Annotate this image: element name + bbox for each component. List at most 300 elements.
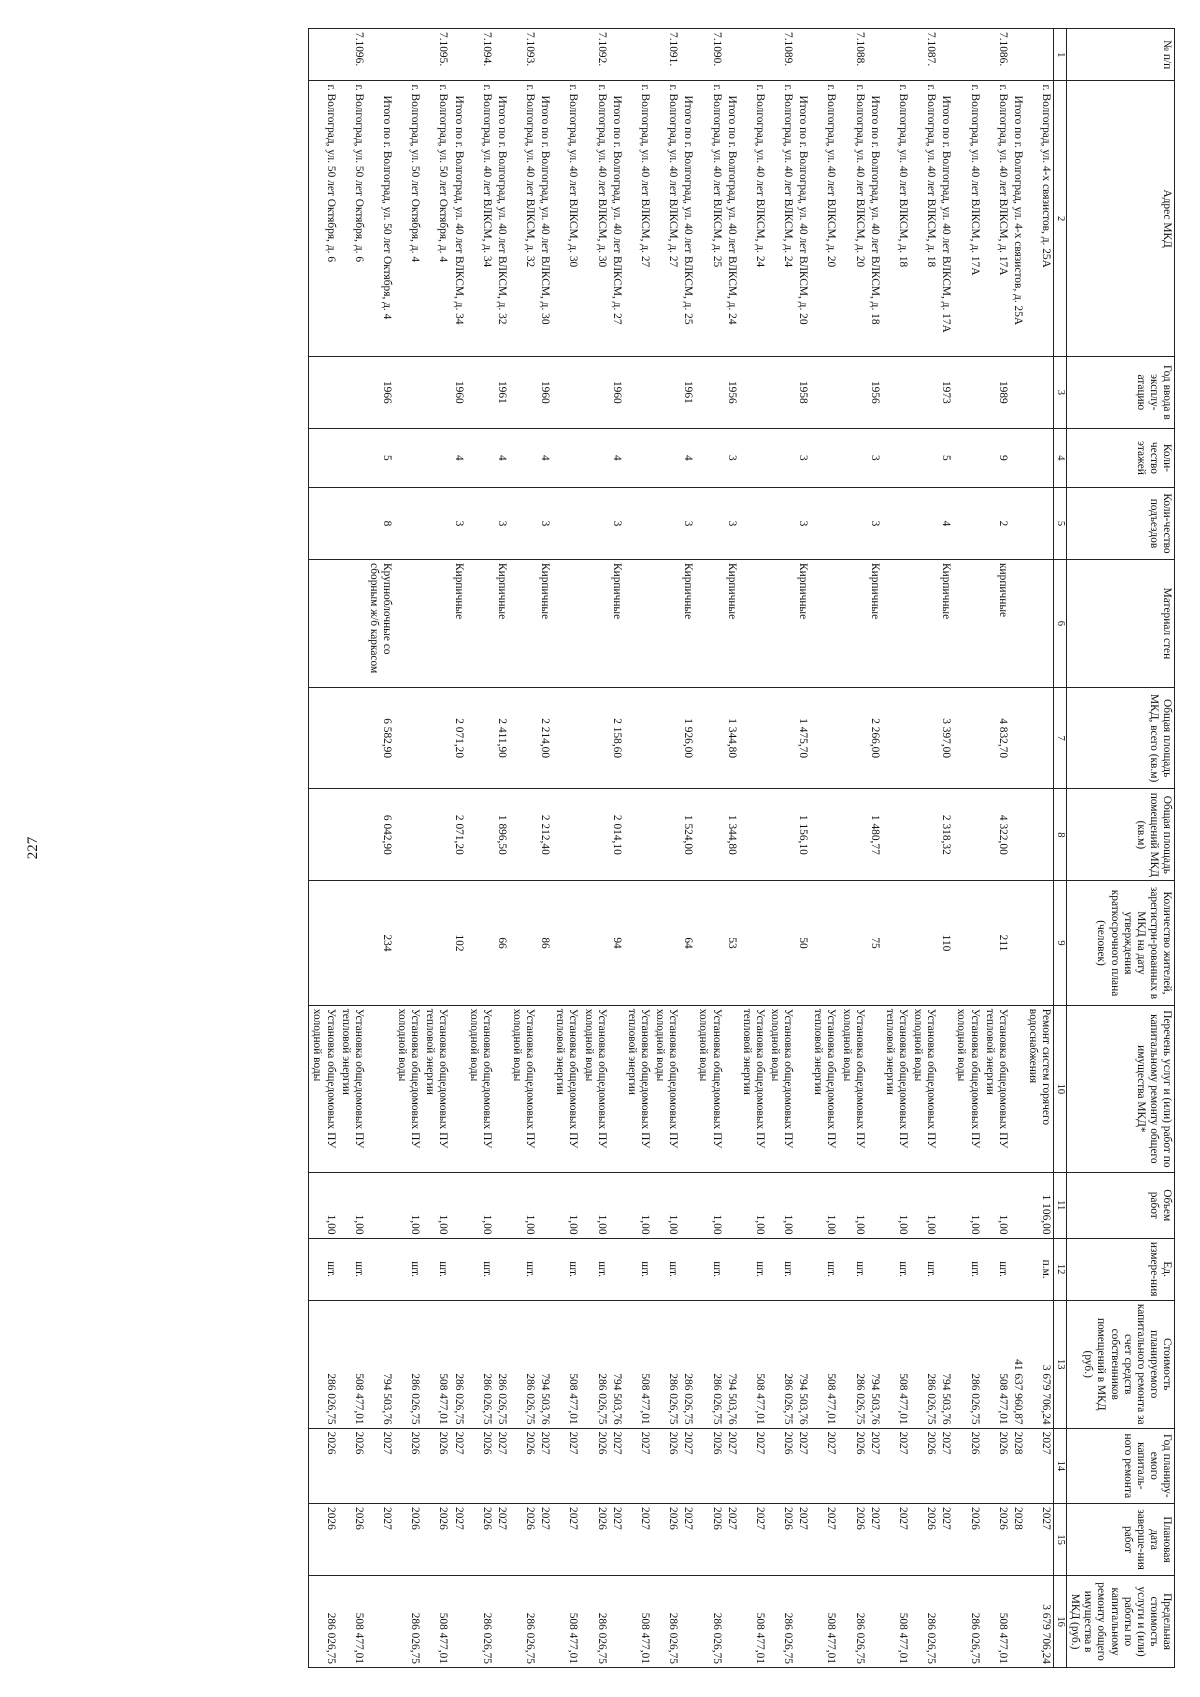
cell-c10: Установка общедомовых ПУ холодной воды xyxy=(309,1005,338,1172)
cell-c5: 8 xyxy=(366,487,394,559)
cell-c12: шт. xyxy=(695,1238,723,1300)
cell-c11: 1,00 xyxy=(910,1172,938,1238)
cell-c9 xyxy=(810,881,838,1006)
table-body xyxy=(309,29,1054,1668)
col-number: 1 xyxy=(1054,29,1067,81)
cell-c4: 9 xyxy=(982,428,1010,487)
cell-c13: 286 026,75 xyxy=(494,1300,509,1428)
cell-c4 xyxy=(652,428,680,487)
cell-c10 xyxy=(867,1005,882,1172)
cell-c1 xyxy=(394,29,422,81)
table-row xyxy=(494,29,509,1668)
cell-c2: г. Волгоград, ул. 40 лет ВЛКСМ, д. 27 xyxy=(652,81,680,356)
cell-c4: 3 xyxy=(867,428,882,487)
cell-c1 xyxy=(450,29,465,81)
cell-c15: 2027 xyxy=(938,1504,953,1576)
cell-c14: 2026 xyxy=(953,1428,981,1503)
cell-c7 xyxy=(882,687,910,789)
cell-c13: 286 026,75 xyxy=(953,1300,981,1428)
table-row xyxy=(810,29,838,1668)
cell-c7 xyxy=(767,687,795,789)
col-header-16: Предельная стоимость услуги и (или) работы по капитальному ремонту общего имущества в МКД (руб.) xyxy=(1067,1576,1175,1668)
cell-c9 xyxy=(552,881,580,1006)
cell-c12: шт. xyxy=(838,1238,866,1300)
cell-c2: Итого по г. Волгоград, ул. 40 лет ВЛКСМ, д. 34 xyxy=(450,81,465,356)
cell-c11: 1,00 xyxy=(309,1172,338,1238)
cell-c6 xyxy=(624,560,652,688)
cell-c13: 286 026,75 xyxy=(767,1300,795,1428)
col-header-2: Адрес МКД xyxy=(1067,81,1175,356)
cell-c5 xyxy=(739,487,767,559)
cell-c12 xyxy=(366,1238,394,1300)
cell-c13: 508 477,01 xyxy=(338,1300,366,1428)
cell-c1 xyxy=(494,29,509,81)
cell-c5 xyxy=(652,487,680,559)
table-row xyxy=(466,29,494,1668)
cell-c8 xyxy=(580,789,608,881)
cell-c13: 794 503,76 xyxy=(867,1300,882,1428)
cell-c14: 2026 xyxy=(509,1428,537,1503)
table-row xyxy=(982,29,1010,1668)
col-header-15: Плановая дата заверше-ния работ xyxy=(1067,1504,1175,1576)
cell-c15: 2026 xyxy=(953,1504,981,1576)
cell-c15: 2027 xyxy=(867,1504,882,1576)
cell-c5 xyxy=(466,487,494,559)
cell-c9 xyxy=(580,881,608,1006)
cell-c9 xyxy=(1010,881,1025,1006)
cell-c16 xyxy=(366,1576,394,1668)
cell-c3: 1989 xyxy=(982,356,1010,428)
col-number: 4 xyxy=(1054,428,1067,487)
cell-c8 xyxy=(882,789,910,881)
cell-c10: Установка общедомовых ПУ холодной воды xyxy=(767,1005,795,1172)
cell-c12: п.м. xyxy=(1025,1238,1054,1300)
table-row xyxy=(552,29,580,1668)
cell-c13: 794 503,76 xyxy=(366,1300,394,1428)
cell-c9: 86 xyxy=(537,881,552,1006)
cell-c14: 2027 xyxy=(494,1428,509,1503)
cell-c8: 6 042,90 xyxy=(366,789,394,881)
cell-c12 xyxy=(1010,1238,1025,1300)
cell-c13: 508 477,01 xyxy=(739,1300,767,1428)
cell-c15: 2026 xyxy=(309,1504,338,1576)
cell-c2: г. Волгоград, ул. 40 лет ВЛКСМ, д. 30 xyxy=(580,81,608,356)
cell-c15: 2026 xyxy=(767,1504,795,1576)
cell-c3 xyxy=(466,356,494,428)
page-number: 227 xyxy=(24,836,41,860)
cell-c14: 2027 xyxy=(624,1428,652,1503)
cell-c11 xyxy=(609,1172,624,1238)
cell-c6: Кирпичные xyxy=(795,560,810,688)
cell-c9: 50 xyxy=(795,881,810,1006)
cell-c2: Итого по г. Волгоград, ул. 50 лет Октября, д. 4 xyxy=(366,81,394,356)
table-row xyxy=(695,29,723,1668)
cell-c4 xyxy=(624,428,652,487)
cell-c7: 2 158,60 xyxy=(609,687,624,789)
cell-c6 xyxy=(580,560,608,688)
cell-c13: 794 503,76 xyxy=(537,1300,552,1428)
cell-c15: 2027 xyxy=(1025,1504,1054,1576)
cell-c11: 1,00 xyxy=(580,1172,608,1238)
cell-c13: 794 503,76 xyxy=(724,1300,739,1428)
col-header-4: Коли-чество этажей xyxy=(1067,428,1175,487)
cell-c11: 1,00 xyxy=(882,1172,910,1238)
cell-c1 xyxy=(739,29,767,81)
cell-c13: 286 026,75 xyxy=(450,1300,465,1428)
cell-c7: 2 411,90 xyxy=(494,687,509,789)
cell-c5 xyxy=(810,487,838,559)
cell-c2: Итого по г. Волгоград, ул. 40 лет ВЛКСМ, д. 17А xyxy=(938,81,953,356)
cell-c3: 1966 xyxy=(366,356,394,428)
cell-c16: 508 477,01 xyxy=(882,1576,910,1668)
col-number: 11 xyxy=(1054,1172,1067,1238)
cell-c13: 286 026,75 xyxy=(680,1300,695,1428)
cell-c16 xyxy=(724,1576,739,1668)
cell-c7: 1 475,70 xyxy=(795,687,810,789)
cell-c4 xyxy=(739,428,767,487)
table-row xyxy=(422,29,450,1668)
cell-c15: 2027 xyxy=(810,1504,838,1576)
cell-c3 xyxy=(580,356,608,428)
cell-c4 xyxy=(466,428,494,487)
cell-c8: 1 156,10 xyxy=(795,789,810,881)
cell-c5 xyxy=(580,487,608,559)
cell-c5 xyxy=(624,487,652,559)
cell-c9: 64 xyxy=(680,881,695,1006)
cell-c7: 6 582,90 xyxy=(366,687,394,789)
cell-c12: шт. xyxy=(810,1238,838,1300)
cell-c9 xyxy=(652,881,680,1006)
cell-c16 xyxy=(795,1576,810,1668)
cell-c7 xyxy=(466,687,494,789)
cell-c2: г. Волгоград, ул. 40 лет ВЛКСМ, д. 30 xyxy=(552,81,580,356)
cell-c8 xyxy=(910,789,938,881)
col-header-1: № п/п xyxy=(1067,29,1175,81)
cell-c11: 1,00 xyxy=(509,1172,537,1238)
table-row xyxy=(680,29,695,1668)
cell-c1: 7.1088. xyxy=(838,29,866,81)
cell-c15: 2027 xyxy=(450,1504,465,1576)
cell-c3: 1956 xyxy=(724,356,739,428)
cell-c16: 508 477,01 xyxy=(624,1576,652,1668)
cell-c15: 2027 xyxy=(537,1504,552,1576)
cell-c12: шт. xyxy=(394,1238,422,1300)
cell-c8 xyxy=(509,789,537,881)
cell-c10 xyxy=(366,1005,394,1172)
cell-c11: 1,00 xyxy=(810,1172,838,1238)
table-row xyxy=(652,29,680,1668)
cell-c5: 3 xyxy=(795,487,810,559)
cell-c5 xyxy=(552,487,580,559)
cell-c9 xyxy=(882,881,910,1006)
cell-c10: Установка общедомовых ПУ холодной воды xyxy=(580,1005,608,1172)
cell-c13: 794 503,76 xyxy=(938,1300,953,1428)
cell-c13: 286 026,75 xyxy=(309,1300,338,1428)
col-number: 14 xyxy=(1054,1428,1067,1503)
cell-c6: Кирпичные xyxy=(724,560,739,688)
cell-c3: 1960 xyxy=(450,356,465,428)
cell-c2: г. Волгоград, ул. 40 лет ВЛКСМ, д. 25 xyxy=(695,81,723,356)
cell-c14: 2027 xyxy=(450,1428,465,1503)
cell-c12 xyxy=(795,1238,810,1300)
cell-c5: 3 xyxy=(724,487,739,559)
cell-c9 xyxy=(394,881,422,1006)
cell-c2: Итого по г. Волгоград, ул. 40 лет ВЛКСМ, д. 18 xyxy=(867,81,882,356)
col-number: 16 xyxy=(1054,1576,1067,1668)
cell-c12: шт. xyxy=(982,1238,1010,1300)
col-header-5: Коли-чество подъездов xyxy=(1067,487,1175,559)
cell-c15: 2027 xyxy=(724,1504,739,1576)
cell-c3 xyxy=(652,356,680,428)
cell-c4 xyxy=(394,428,422,487)
cell-c9 xyxy=(838,881,866,1006)
cell-c16: 286 026,75 xyxy=(910,1576,938,1668)
cell-c14: 2026 xyxy=(466,1428,494,1503)
cell-c4 xyxy=(810,428,838,487)
cell-c3 xyxy=(695,356,723,428)
cell-c10: Установка общедомовых ПУ холодной воды xyxy=(394,1005,422,1172)
cell-c15: 2026 xyxy=(910,1504,938,1576)
cell-c15: 2027 xyxy=(624,1504,652,1576)
cell-c3 xyxy=(338,356,366,428)
cell-c9: 53 xyxy=(724,881,739,1006)
cell-c12 xyxy=(867,1238,882,1300)
cell-c11: 1,00 xyxy=(394,1172,422,1238)
cell-c8 xyxy=(838,789,866,881)
cell-c4: 5 xyxy=(938,428,953,487)
cell-c10: Установка общедомовых ПУ холодной воды xyxy=(652,1005,680,1172)
cell-c1: 7.1089. xyxy=(767,29,795,81)
cell-c8 xyxy=(624,789,652,881)
cell-c1: 7.1090. xyxy=(695,29,723,81)
cell-c10: Ремонт систем горячего водоснабжения xyxy=(1025,1005,1054,1172)
cell-c10: Установка общедомовых ПУ холодной воды xyxy=(466,1005,494,1172)
cell-c15: 2028 xyxy=(1010,1504,1025,1576)
cell-c9: 211 xyxy=(982,881,1010,1006)
cell-c8 xyxy=(810,789,838,881)
cell-c6 xyxy=(739,560,767,688)
cell-c16: 286 026,75 xyxy=(394,1576,422,1668)
cell-c15: 2026 xyxy=(838,1504,866,1576)
cell-c2: г. Волгоград, ул. 40 лет ВЛКСМ, д. 27 xyxy=(624,81,652,356)
cell-c12: шт. xyxy=(767,1238,795,1300)
cell-c10: Установка общедомовых ПУ холодной воды xyxy=(910,1005,938,1172)
cell-c10: Установка общедомовых ПУ холодной воды xyxy=(838,1005,866,1172)
cell-c15: 2027 xyxy=(552,1504,580,1576)
cell-c7 xyxy=(624,687,652,789)
table-row xyxy=(509,29,537,1668)
cell-c6 xyxy=(552,560,580,688)
cell-c14: 2027 xyxy=(739,1428,767,1503)
cell-c7: 1 344,80 xyxy=(724,687,739,789)
cell-c10: Установка общедомовых ПУ тепловой энергии xyxy=(739,1005,767,1172)
table-row xyxy=(910,29,938,1668)
cell-c7 xyxy=(552,687,580,789)
cell-c6: кирпичные xyxy=(982,560,1010,688)
cell-c8 xyxy=(552,789,580,881)
cell-c3: 1960 xyxy=(609,356,624,428)
cell-c2: г. Волгоград, ул. 40 лет ВЛКСМ, д. 17А xyxy=(953,81,981,356)
cell-c4 xyxy=(910,428,938,487)
col-number: 5 xyxy=(1054,487,1067,559)
cell-c2: Итого по г. Волгоград, ул. 40 лет ВЛКСМ, д. 27 xyxy=(609,81,624,356)
cell-c10: Установка общедомовых ПУ тепловой энергии xyxy=(422,1005,450,1172)
cell-c14: 2026 xyxy=(695,1428,723,1503)
cell-c7: 2 266,00 xyxy=(867,687,882,789)
cell-c12: шт. xyxy=(882,1238,910,1300)
cell-c13: 508 477,01 xyxy=(422,1300,450,1428)
cell-c11: 1,00 xyxy=(767,1172,795,1238)
cell-c5 xyxy=(338,487,366,559)
cell-c3 xyxy=(552,356,580,428)
cell-c7 xyxy=(422,687,450,789)
cell-c10: Установка общедомовых ПУ холодной воды xyxy=(953,1005,981,1172)
cell-c16: 508 477,01 xyxy=(338,1576,366,1668)
table-row xyxy=(366,29,394,1668)
cell-c4 xyxy=(552,428,580,487)
cell-c10: Установка общедомовых ПУ тепловой энергии xyxy=(552,1005,580,1172)
cell-c12 xyxy=(609,1238,624,1300)
cell-c10 xyxy=(609,1005,624,1172)
cell-c11 xyxy=(938,1172,953,1238)
cell-c7: 3 397,00 xyxy=(938,687,953,789)
cell-c4: 4 xyxy=(537,428,552,487)
cell-c13: 508 477,01 xyxy=(624,1300,652,1428)
col-header-10: Перечень услуг и (или) работ по капитальному ремонту общего имущества МКД* xyxy=(1067,1005,1175,1172)
cell-c7 xyxy=(910,687,938,789)
cell-c12: шт. xyxy=(309,1238,338,1300)
cell-c12: шт. xyxy=(624,1238,652,1300)
cell-c11 xyxy=(1010,1172,1025,1238)
cell-c7 xyxy=(580,687,608,789)
cell-c4: 4 xyxy=(609,428,624,487)
cell-c2: г. Волгоград, ул. 40 лет ВЛКСМ, д. 17А xyxy=(982,81,1010,356)
cell-c8 xyxy=(652,789,680,881)
col-header-7: Общая площадь МКД, всего (кв.м) xyxy=(1067,687,1175,789)
cell-c4: 5 xyxy=(366,428,394,487)
cell-c2: г. Волгоград, ул. 50 лет Октября, д. 4 xyxy=(394,81,422,356)
cell-c3: 1961 xyxy=(680,356,695,428)
cell-c14: 2027 xyxy=(795,1428,810,1503)
cell-c15: 2027 xyxy=(795,1504,810,1576)
cell-c14: 2027 xyxy=(552,1428,580,1503)
cell-c12: шт. xyxy=(466,1238,494,1300)
col-number: 8 xyxy=(1054,789,1067,881)
cell-c14: 2027 xyxy=(724,1428,739,1503)
cell-c13: 508 477,01 xyxy=(552,1300,580,1428)
cell-c1 xyxy=(1025,29,1054,81)
cell-c16 xyxy=(450,1576,465,1668)
cell-c5 xyxy=(309,487,338,559)
cell-c10: Установка общедомовых ПУ тепловой энергии xyxy=(624,1005,652,1172)
cell-c4: 4 xyxy=(680,428,695,487)
cell-c9 xyxy=(624,881,652,1006)
cell-c14: 2026 xyxy=(982,1428,1010,1503)
cell-c5 xyxy=(910,487,938,559)
cell-c10 xyxy=(450,1005,465,1172)
table-row xyxy=(867,29,882,1668)
cell-c2: г. Волгоград, ул. 40 лет ВЛКСМ, д. 24 xyxy=(767,81,795,356)
cell-c14: 2027 xyxy=(537,1428,552,1503)
cell-c9: 110 xyxy=(938,881,953,1006)
cell-c13: 794 503,76 xyxy=(609,1300,624,1428)
cell-c11: 1,00 xyxy=(982,1172,1010,1238)
cell-c8 xyxy=(953,789,981,881)
cell-c7 xyxy=(810,687,838,789)
cell-c2: г. Волгоград, ул. 40 лет ВЛКСМ, д. 24 xyxy=(739,81,767,356)
cell-c11 xyxy=(366,1172,394,1238)
cell-c2: г. Волгоград, ул. 40 лет ВЛКСМ, д. 34 xyxy=(466,81,494,356)
cell-c14: 2027 xyxy=(366,1428,394,1503)
cell-c6 xyxy=(910,560,938,688)
cell-c6: Кирпичные xyxy=(450,560,465,688)
cell-c3: 1956 xyxy=(867,356,882,428)
cell-c6 xyxy=(422,560,450,688)
cell-c6 xyxy=(338,560,366,688)
cell-c16: 286 026,75 xyxy=(953,1576,981,1668)
cell-c8 xyxy=(422,789,450,881)
cell-c5 xyxy=(882,487,910,559)
cell-c10 xyxy=(938,1005,953,1172)
cell-c7 xyxy=(652,687,680,789)
cell-c5 xyxy=(394,487,422,559)
cell-c16: 286 026,75 xyxy=(309,1576,338,1668)
cell-c4 xyxy=(338,428,366,487)
table-row xyxy=(795,29,810,1668)
cell-c2: г. Волгоград, ул. 50 лет Октября, д. 6 xyxy=(309,81,338,356)
cell-c16: 286 026,75 xyxy=(695,1576,723,1668)
cell-c8: 2 071,20 xyxy=(450,789,465,881)
col-header-6: Материал стен xyxy=(1067,560,1175,688)
cell-c3: 1973 xyxy=(938,356,953,428)
cell-c7 xyxy=(394,687,422,789)
cell-c3: 1961 xyxy=(494,356,509,428)
cell-c12: шт. xyxy=(652,1238,680,1300)
cell-c16: 286 026,75 xyxy=(466,1576,494,1668)
col-header-11: Объем работ xyxy=(1067,1172,1175,1238)
col-number: 3 xyxy=(1054,356,1067,428)
cell-c16 xyxy=(609,1576,624,1668)
cell-c10: Установка общедомовых ПУ тепловой энергии xyxy=(882,1005,910,1172)
cell-c9 xyxy=(739,881,767,1006)
cell-c1 xyxy=(938,29,953,81)
cell-c2: г. Волгоград, ул. 4-х связистов, д. 25А xyxy=(1025,81,1054,356)
cell-c15: 2026 xyxy=(652,1504,680,1576)
cell-c14: 2027 xyxy=(680,1428,695,1503)
cell-c16 xyxy=(867,1576,882,1668)
cell-c3 xyxy=(810,356,838,428)
cell-c14: 2028 xyxy=(1010,1428,1025,1503)
cell-c9 xyxy=(695,881,723,1006)
cell-c5: 3 xyxy=(537,487,552,559)
cell-c8: 1 480,77 xyxy=(867,789,882,881)
cell-c11: 1,00 xyxy=(953,1172,981,1238)
col-header-8: Общая площадь помещений МКД (кв.м) xyxy=(1067,789,1175,881)
cell-c14: 2026 xyxy=(910,1428,938,1503)
cell-c12: шт. xyxy=(953,1238,981,1300)
cell-c5 xyxy=(509,487,537,559)
cell-c3 xyxy=(910,356,938,428)
cell-c9 xyxy=(1025,881,1054,1006)
cell-c1 xyxy=(810,29,838,81)
cell-c13: 286 026,75 xyxy=(910,1300,938,1428)
cell-c16: 286 026,75 xyxy=(509,1576,537,1668)
cell-c6: Кирпичные xyxy=(867,560,882,688)
cell-c4 xyxy=(309,428,338,487)
cell-c3 xyxy=(309,356,338,428)
cell-c9 xyxy=(509,881,537,1006)
cell-c13: 286 026,75 xyxy=(580,1300,608,1428)
